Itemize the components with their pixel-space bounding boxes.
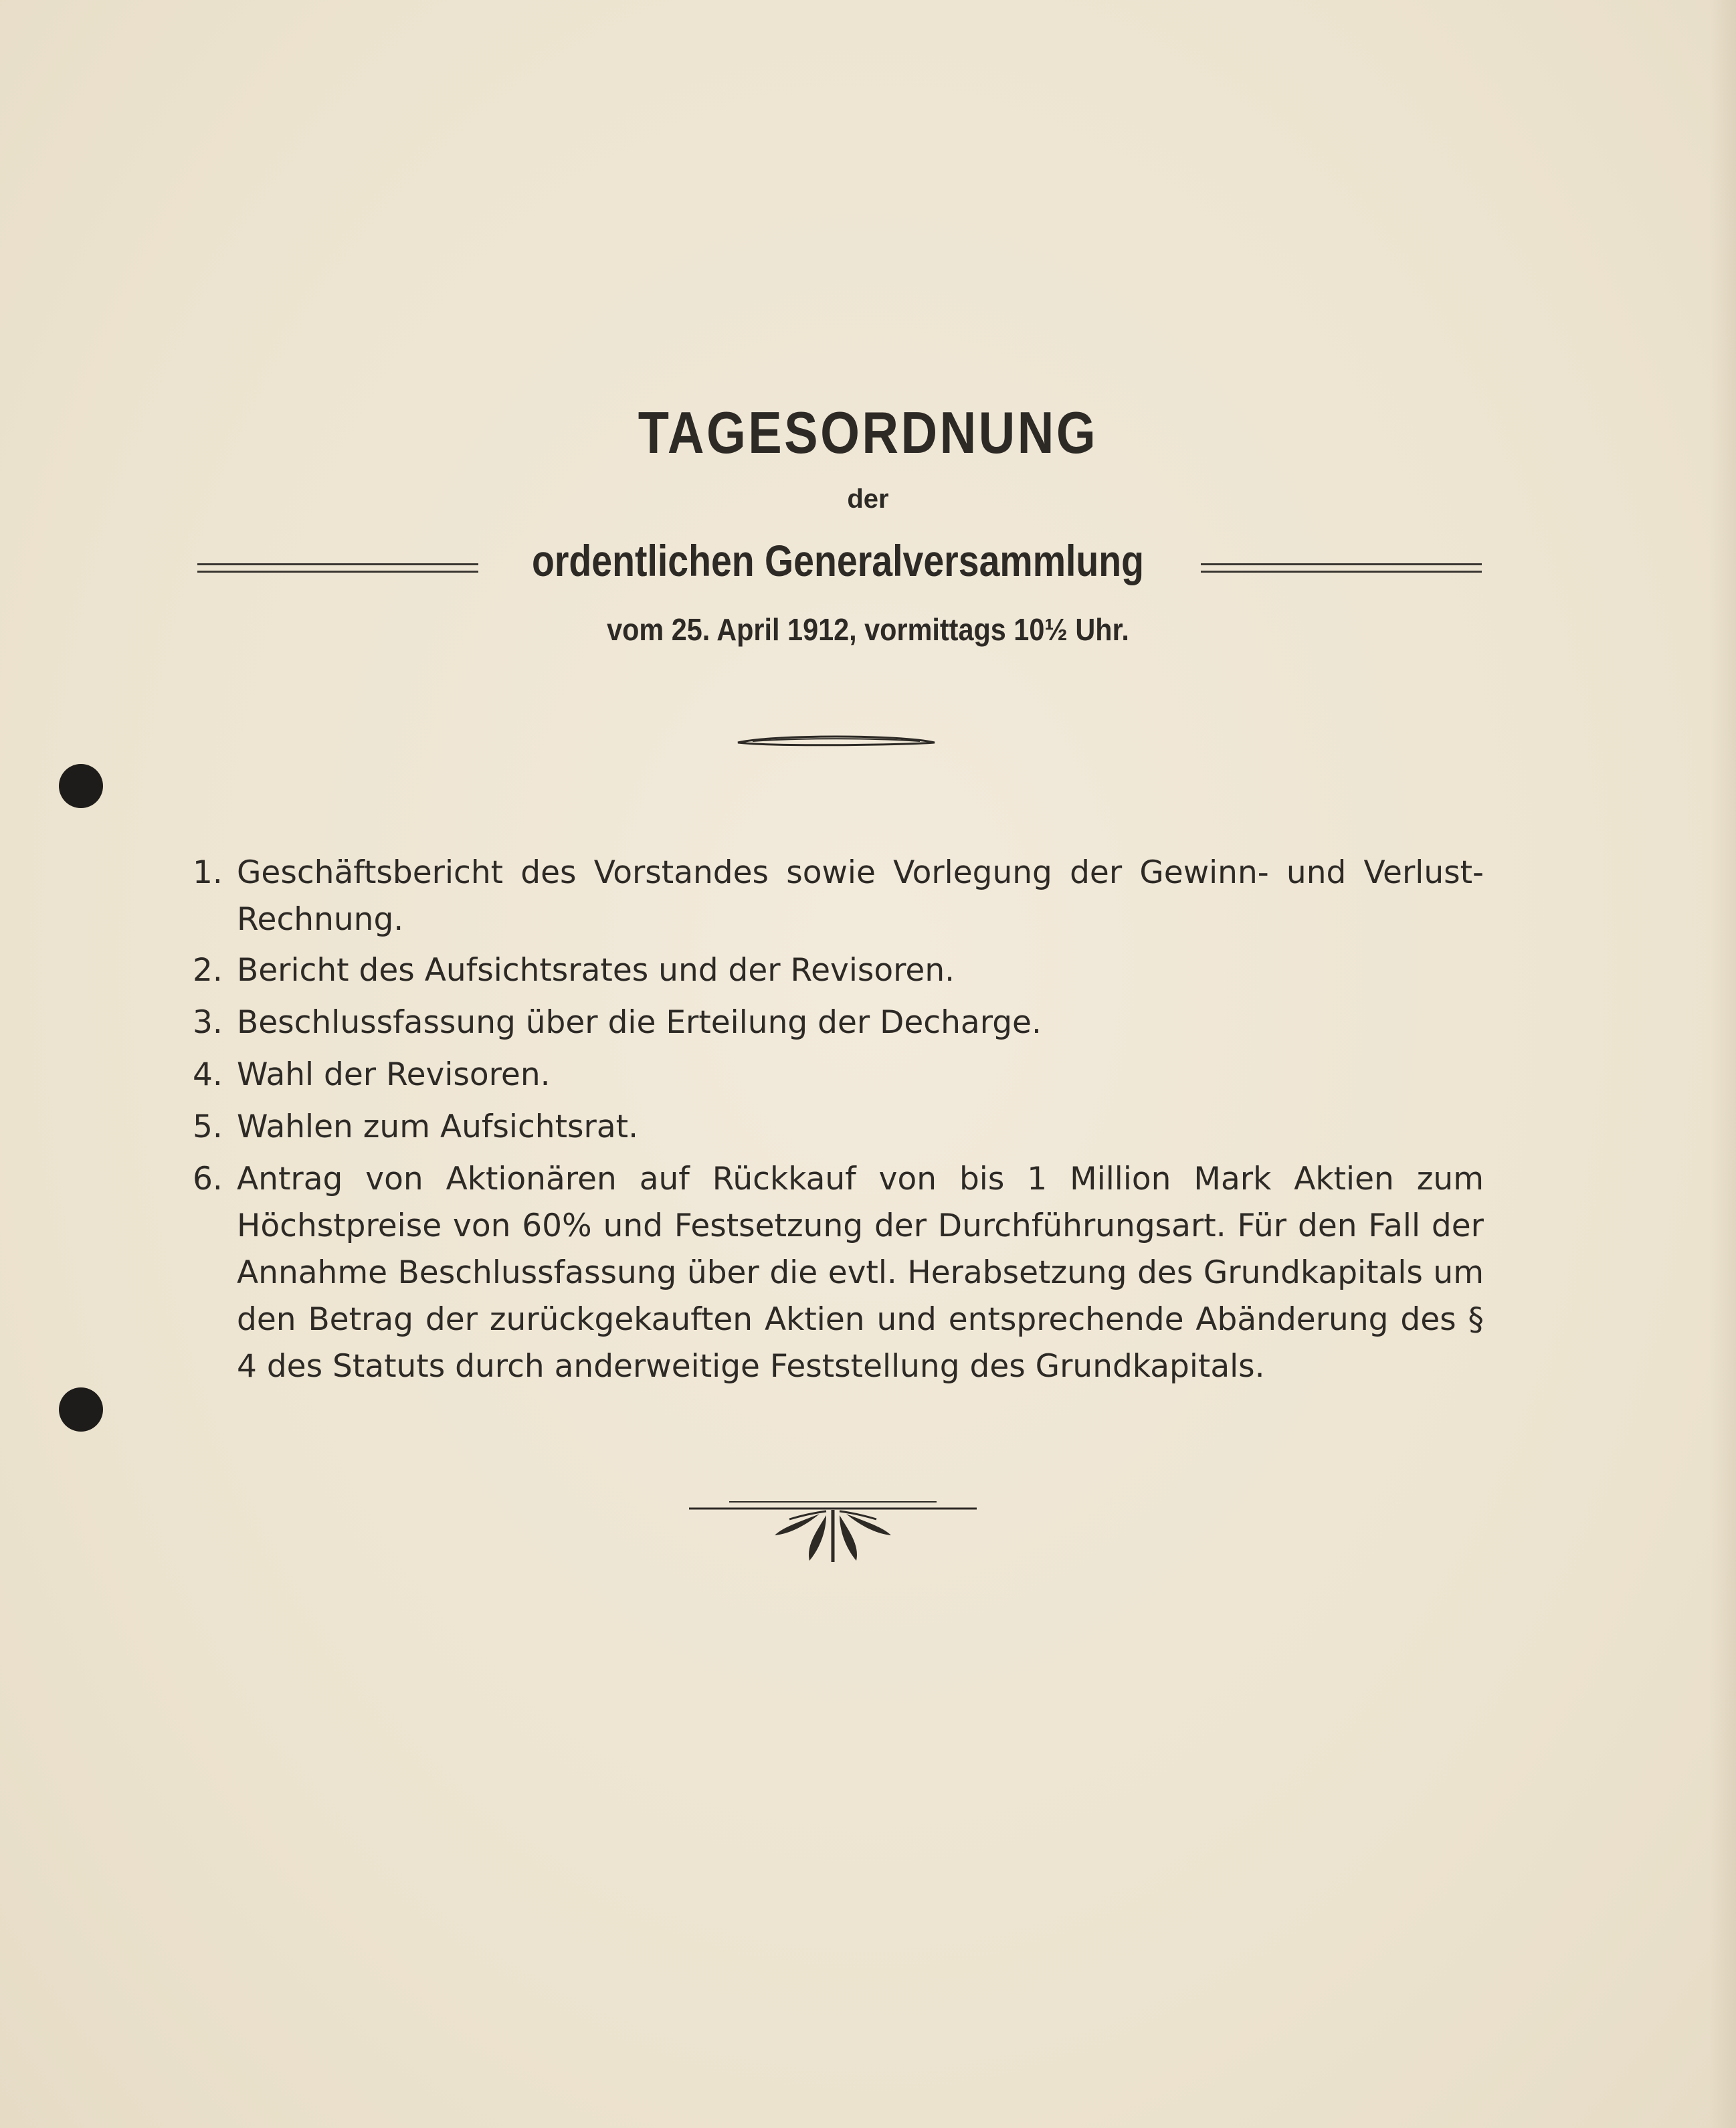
agenda-item-number: 1.	[193, 854, 223, 891]
agenda-item-text: Beschlussfassung über die Erteilung der Decharge.	[237, 1004, 1042, 1041]
agenda-item-number: 6.	[193, 1161, 223, 1197]
subtitle-row	[194, 535, 1482, 595]
punch-hole-top	[59, 764, 103, 808]
agenda-item	[193, 1156, 1484, 1390]
agenda-list	[193, 850, 1484, 1394]
agenda-item-text: Wahl der Revisoren.	[237, 1056, 551, 1093]
double-rule-right	[1201, 563, 1482, 573]
meeting-dateline: vom 25. April 1912, vormittags 10½ Uhr.	[607, 612, 1129, 647]
agenda-item	[193, 1052, 1484, 1098]
agenda-item	[193, 1104, 1484, 1151]
agenda-item-text: Bericht des Aufsichtsrates und der Revisoren.	[237, 952, 955, 989]
agenda-item	[193, 999, 1484, 1046]
agenda-item-number: 4.	[193, 1056, 223, 1093]
document-title: TAGESORDNUNG	[638, 399, 1098, 466]
page-edge-shadow	[1709, 0, 1736, 2128]
leaf-tailpiece-ornament-icon	[689, 1495, 977, 1569]
swash-divider-ornament-icon	[733, 731, 940, 752]
agenda-item-text: Antrag von Aktionären auf Rückkauf von bis 1 Million Mark Aktien zum Höchstpreise von 60% und Festsetzung der Durchführungsart. Für den Fall der Annahme Beschlussfassung über die evtl. Herabsetzung des Grundkapitals um den Betrag der zurückgekauften Aktien und entsprechende Abänderung des § 4 des Statuts durch anderweitige Feststellung des Grundkapitals.	[237, 1161, 1484, 1385]
title-connector: der	[847, 484, 889, 514]
agenda-item-number: 2.	[193, 952, 223, 989]
agenda-item-text: Geschäftsbericht des Vorstandes sowie Vorlegung der Gewinn- und Verlust-Rechnung.	[237, 854, 1484, 938]
agenda-item-number: 3.	[193, 1004, 223, 1041]
document-subtitle: ordentlichen Generalversammlung	[531, 536, 1145, 585]
agenda-item	[193, 850, 1484, 943]
punch-hole-bottom	[59, 1387, 103, 1432]
agenda-item-text: Wahlen zum Aufsichtsrat.	[237, 1108, 639, 1145]
agenda-item-number: 5.	[193, 1108, 223, 1145]
agenda-item	[193, 947, 1484, 994]
